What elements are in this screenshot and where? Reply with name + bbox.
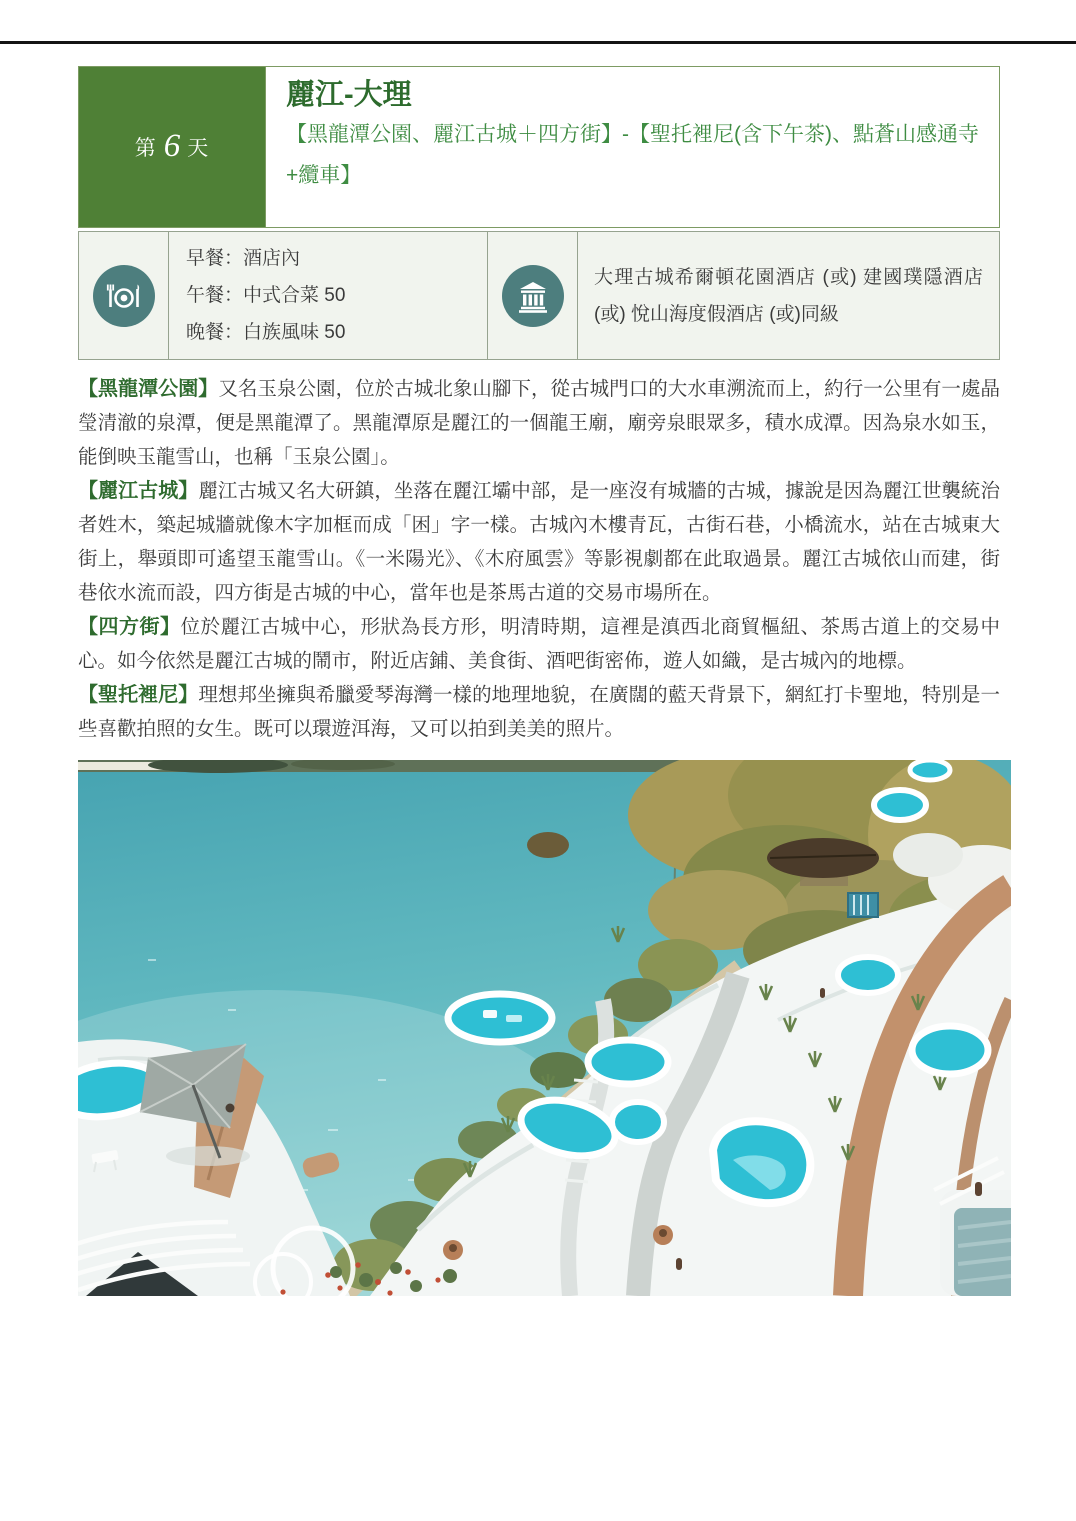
day-prefix: 第	[134, 137, 157, 160]
meals-text	[169, 232, 488, 359]
section-lead: 【四方街】	[78, 616, 181, 638]
paragraph-lijiang-old-town	[78, 474, 1000, 610]
hotel-icon-cell	[488, 232, 578, 359]
section-lead: 【聖托裡尼】	[78, 684, 199, 706]
lunch-line: 午餐：中式合菜 50	[186, 285, 346, 306]
day-title-cell	[266, 67, 999, 227]
route-subtitle: 【黑龍潭公園、麗江古城＋四方街】-【聖托裡尼(含下午茶)、點蒼山感通寺+纜車】	[286, 123, 979, 188]
blue-gate	[848, 893, 878, 917]
section-text: 又名玉泉公園，位於古城北象山腳下，從古城門口的大水車溯流而上，約行一公里有一處晶瑩清澈的泉潭，便是黑龍潭了。黑龍潭原是麗江的一個龍王廟，廟旁泉眼眾多，積水成潭。因為泉水如玉，能倒映玉龍雪山，也稱「玉泉公園」。	[78, 378, 1000, 468]
breakfast-line: 早餐：酒店內	[186, 248, 301, 269]
meals-hotel-row	[78, 231, 1000, 360]
day-badge	[79, 67, 266, 227]
day-number: 6	[163, 127, 181, 164]
meals-icon-cell	[79, 232, 169, 359]
water-bush	[527, 832, 569, 858]
resort-photo	[78, 760, 1011, 1296]
top-rule	[0, 41, 1076, 44]
bank-building-icon	[502, 265, 564, 327]
paragraph-santorini	[78, 678, 1000, 746]
restaurant-icon	[93, 265, 155, 327]
route-title: 麗江-大理	[286, 79, 412, 111]
description-paragraphs	[78, 372, 1000, 746]
section-text: 位於麗江古城中心，形狀為長方形，明清時期，這裡是滇西北商貿樞紐、茶馬古道上的交易中心。如今依然是麗江古城的鬧市，附近店鋪、美食街、酒吧街密佈，遊人如織，是古城內的地標。	[78, 616, 1000, 672]
paragraph-sifang-street	[78, 610, 1000, 678]
hotel-text: 大理古城希爾頓花園酒店 (或) 建國璞隱酒店 (或) 悅山海度假酒店 (或)同級	[594, 266, 983, 325]
section-lead: 【麗江古城】	[78, 480, 199, 502]
content-column	[78, 66, 1000, 1296]
day-suffix: 天	[187, 137, 210, 160]
section-text: 麗江古城又名大研鎮，坐落在麗江壩中部，是一座沒有城牆的古城，據說是因為麗江世襲統治者姓木，築起城牆就像木字加框而成「困」字一樣。古城內木樓青瓦，古街石巷，小橋流水，站在古城東大街上，舉頭即可遙望玉龍雪山。《一米陽光》、《木府風雲》等影視劇都在此取過景。麗江古城依山而建，街巷依水流而設，四方街是古城的中心，當年也是茶馬古道的交易市場所在。	[78, 480, 1000, 604]
paragraph-black-dragon-pool	[78, 372, 1000, 474]
section-lead: 【黑龍潭公園】	[78, 378, 219, 400]
dinner-line: 晚餐：白族風味 50	[186, 322, 346, 343]
day-header-row	[78, 66, 1000, 228]
section-text: 理想邦坐擁與希臘愛琴海灣一樣的地理地貌，在廣闊的藍天背景下，網紅打卡聖地，特別是一些喜歡拍照的女生。既可以環遊洱海，又可以拍到美美的照片。	[78, 684, 1000, 740]
